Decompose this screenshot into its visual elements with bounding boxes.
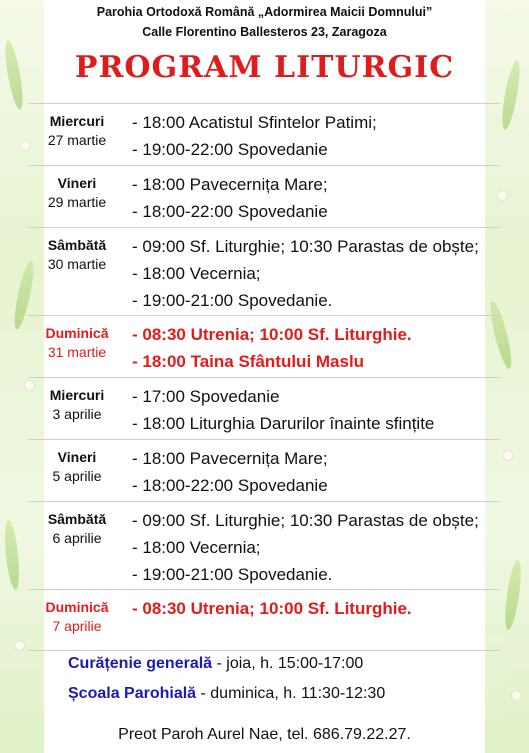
event-item: - 18:00 Pavecernița Mare; xyxy=(132,449,328,468)
priest-contact: Preot Paroh Aurel Nae, tel. 686.79.22.27. xyxy=(118,726,411,743)
schedule-day xyxy=(28,502,126,589)
schedule-day xyxy=(28,104,126,165)
event-item: - 18:00 Acatistul Sfintelor Patimi; xyxy=(132,113,377,132)
leaf-icon xyxy=(502,560,524,631)
cleaning-label: Curățenie generală xyxy=(68,655,213,672)
day-date: 30 martie xyxy=(47,256,107,272)
event-list xyxy=(126,104,500,165)
day-date: 6 aprilie xyxy=(52,530,102,546)
schedule-row xyxy=(28,227,500,315)
schedule-day xyxy=(28,166,126,227)
event-item: - 08:30 Utrenia; 10:00 Sf. Liturghie. xyxy=(132,599,412,618)
flower-icon xyxy=(511,690,522,701)
day-name: Miercuri xyxy=(49,113,105,129)
day-name: Vineri xyxy=(57,175,97,191)
schedule-day xyxy=(28,316,126,377)
event-item: - 18:00 Vecernia; xyxy=(132,538,261,557)
cleaning-notice xyxy=(68,655,363,673)
day-date: 27 martie xyxy=(47,132,107,148)
event-list xyxy=(126,166,500,227)
flower-icon xyxy=(503,450,514,461)
event-list xyxy=(126,502,500,589)
schedule-day xyxy=(28,440,126,501)
day-date: 3 aprilie xyxy=(52,406,102,422)
event-item: - 19:00-22:00 Spovedanie xyxy=(132,140,328,159)
school-notice xyxy=(68,685,385,703)
event-item: - 09:00 Sf. Liturghie; 10:30 Parastas de obște; xyxy=(132,511,479,530)
event-item: - 18:00 Pavecernița Mare; xyxy=(132,175,328,194)
school-label: Școala Parohială xyxy=(68,685,197,702)
page-title: PROGRAM LITURGIC xyxy=(74,50,455,85)
schedule-row xyxy=(28,103,500,165)
liturgical-schedule xyxy=(28,103,500,651)
day-name: Vineri xyxy=(57,449,97,465)
schedule-row xyxy=(28,377,500,439)
cleaning-text: - joia, h. 15:00-17:00 xyxy=(212,655,364,672)
school-text: - duminica, h. 11:30-12:30 xyxy=(196,685,386,702)
day-date: 7 aprilie xyxy=(52,618,102,634)
event-item: - 18:00-22:00 Spovedanie xyxy=(132,202,328,221)
event-list xyxy=(126,440,500,501)
schedule-row xyxy=(28,439,500,501)
schedule-row xyxy=(28,315,500,377)
event-item: - 18:00 Vecernia; xyxy=(132,264,261,283)
day-date: 29 martie xyxy=(47,194,107,210)
day-date: 31 martie xyxy=(47,344,107,360)
event-list xyxy=(126,228,500,315)
schedule-day xyxy=(28,590,126,650)
event-item: - 18:00-22:00 Spovedanie xyxy=(132,476,328,495)
event-item: - 18:00 Liturghia Darurilor înainte sfințite xyxy=(132,414,435,433)
event-list xyxy=(126,316,500,377)
event-item: - 19:00-21:00 Spovedanie. xyxy=(132,291,333,310)
schedule-row xyxy=(28,501,500,589)
day-date: 5 aprilie xyxy=(52,468,102,484)
flower-icon xyxy=(14,640,25,651)
event-item: - 17:00 Spovedanie xyxy=(132,387,280,406)
event-list xyxy=(126,590,500,650)
event-list xyxy=(126,378,500,439)
leaf-icon xyxy=(2,520,21,591)
parish-address: Calle Florentino Ballesteros 23, Zaragoza xyxy=(142,25,387,39)
parish-name: Parohia Ortodoxă Română „Adormirea Maicii Domnului” xyxy=(96,5,433,19)
day-name: Miercuri xyxy=(49,387,105,403)
event-item: - 18:00 Taina Sfântului Maslu xyxy=(132,352,365,371)
event-item: - 19:00-21:00 Spovedanie. xyxy=(132,565,333,584)
event-item: - 08:30 Utrenia; 10:00 Sf. Liturghie. xyxy=(132,325,412,344)
day-name: Sâmbătă xyxy=(47,511,107,527)
schedule-day xyxy=(28,228,126,315)
event-item: - 09:00 Sf. Liturghie; 10:30 Parastas de obște; xyxy=(132,237,479,256)
schedule-row xyxy=(28,589,500,651)
schedule-day xyxy=(28,378,126,439)
schedule-row xyxy=(28,165,500,227)
day-name: Duminică xyxy=(45,325,109,341)
day-name: Duminică xyxy=(45,599,109,615)
day-name: Sâmbătă xyxy=(47,237,107,253)
